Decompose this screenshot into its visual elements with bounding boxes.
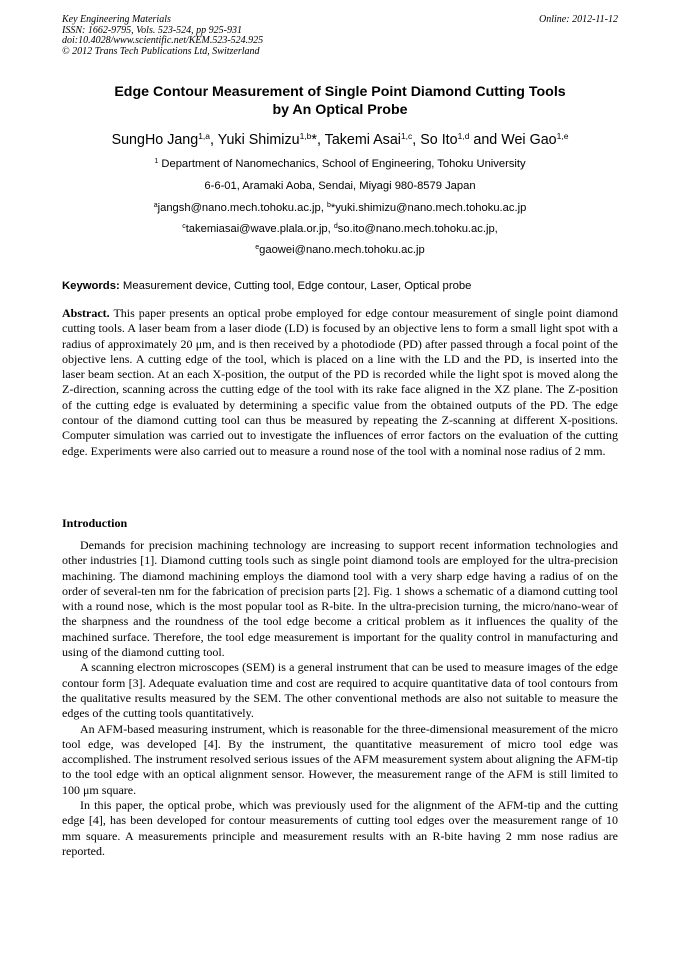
affiliation-sup: 1 <box>154 158 159 165</box>
email-sup: d <box>333 223 338 230</box>
email-sup: a <box>153 202 158 209</box>
author-name: Wei Gao <box>501 132 557 148</box>
issn-line: ISSN: 1662-9795, Vols. 523-524, pp 925-931 <box>62 24 242 36</box>
email-address: gaowei@nano.mech.tohoku.ac.jp <box>259 244 425 256</box>
title-line-1: Edge Contour Measurement of Single Point Diamond Cutting Tools <box>114 84 566 100</box>
email-sup: e <box>255 244 260 251</box>
paragraph: A scanning electron microscopes (SEM) is a general instrument that can be used to measure images of the edge contour form [3]. Adequate evaluation time and cost are required to acquire quantitative data of tool contours from the qualitative results measured by the SEM. The other conventional methods are also not suitable to measure the edges of the cutting tools quantitatively. <box>62 660 618 721</box>
department-text: Department of Nanomechanics, School of Engineering, Tohoku University <box>161 158 526 170</box>
abstract-text: This paper presents an optical probe employed for edge contour measurement of single point diamond cutting tools. A laser beam from a laser diode (LD) is focused by an objective lens to form a small light spot with a radius of approximately 20 μm, and is then received by a photodiode (PD) after passed through a focal point of the objective lens. A cutting edge of the tool, which is placed on a line with the LD and the PD, is inserted into the laser beam section. At an each X-position, the output of the PD is recorded while the light spot is moved along the Z-direction, scanning across the cutting edge of the tool with its rake face aligned in the XZ plane. The Z-position of the cutting edge is evaluated by determining a specific value from the obtained outputs of the PD. The edge contour of the diamond cutting tool can thus be measured by repeating the Z-scanning at different X-positions. Computer simulation was carried out to investigate the influences of error factors on the evaluation of the cutting edge. Experiments were also carried out to measure a round nose of the tool with a nominal nose radius of 2 mm. <box>62 306 618 458</box>
affiliation-address: 6-6-01, Aramaki Aoba, Sendai, Miyagi 980-8579 Japan <box>204 180 476 192</box>
author-affil-sup: 1,e <box>556 131 569 141</box>
introduction-heading: Introduction <box>62 516 128 530</box>
author-affil-sup: 1,b <box>299 131 312 141</box>
author-name: So Ito <box>420 132 458 148</box>
keywords <box>62 279 618 293</box>
author-list <box>40 131 640 149</box>
author-name: Takemi Asai <box>324 132 401 148</box>
author-affil-sup: 1,c <box>400 131 413 141</box>
keywords-label: Keywords: <box>62 280 120 292</box>
journal-name: Key Engineering Materials <box>62 14 171 25</box>
keywords-text: Measurement device, Cutting tool, Edge contour, Laser, Optical probe <box>119 280 472 292</box>
introduction-body <box>62 538 618 859</box>
paper-title <box>62 83 618 119</box>
corresponding-author-mark: * <box>311 132 317 148</box>
author-separator: , <box>412 132 421 148</box>
copyright-line: © 2012 Trans Tech Publications Ltd, Switzerland <box>62 45 260 57</box>
author-separator: , <box>316 132 325 148</box>
doi-line: doi:10.4028/www.scientific.net/KEM.523-524.925 <box>62 35 264 46</box>
paragraph: In this paper, the optical probe, which was previously used for the alignment of the AFM-tip and the cutting edge [4], has been developed for contour measurements of cutting tool edges over the measurement range of 10 mm square. A measurements principle and measurement results with an R-bite having 2 mm nose radius are reported. <box>62 798 618 858</box>
abstract <box>62 306 618 459</box>
email-address: so.ito@nano.mech.tohoku.ac.jp, <box>337 223 498 235</box>
journal-header <box>62 15 618 57</box>
email-line-3 <box>40 243 640 257</box>
author-name: Yuki Shimizu <box>217 132 300 148</box>
author-affil-sup: 1,a <box>198 131 211 141</box>
author-separator: and <box>469 132 502 148</box>
email-address: *yuki.shimizu@nano.mech.tohoku.ac.jp <box>330 202 527 214</box>
email-sup: c <box>182 223 186 230</box>
author-name: SungHo Jang <box>111 132 199 148</box>
email-sup: b <box>326 202 331 209</box>
online-date: Online: 2012-11-12 <box>539 14 618 25</box>
author-separator: , <box>210 132 218 148</box>
affiliation-department <box>40 157 640 171</box>
email-address: jangsh@nano.mech.tohoku.ac.jp, <box>157 202 327 214</box>
paragraph: Demands for precision machining technology are increasing to support recent information technologies and other industries [1]. Diamond cutting tools such as single point diamond tools are employed for the ultra-precision machining. The diamond machining employs the diamond tool with a very sharp edge having a radius of on the order of several-ten nm for the fabrication of precision parts [2]. Fig. 1 shows a schematic of a diamond cutting tool with a round nose, which is the most popular tool as R-bite. In the ultra-precision turning, the micro/nano-wear of the sharpness and the roundness of the tool edge become a critical problem as it influences the quality of the machined surface. Therefore, the tool edge measurement is important for the quality control in manufacturing and using of the diamond cutting tool. <box>62 538 618 660</box>
paragraph: An AFM-based measuring instrument, which is reasonable for the three-dimensional measurement of the micro tool edge, was developed [4]. By the instrument, the quantitative measurement of micro tool edge was accomplished. The instrument resolved serious issues of the AFM measurement system about aligning the AFM-tip to the tool edge with an optical alignment sensor. However, the measurement range of the AFM is still limited to 100 μm square. <box>62 721 618 797</box>
author-affil-sup: 1,d <box>457 131 470 141</box>
title-line-2: by An Optical Probe <box>272 102 408 118</box>
email-line-1 <box>40 201 640 215</box>
email-address: takemiasai@wave.plala.or.jp, <box>185 223 334 235</box>
email-line-2 <box>40 222 640 236</box>
abstract-label: Abstract. <box>62 306 110 320</box>
